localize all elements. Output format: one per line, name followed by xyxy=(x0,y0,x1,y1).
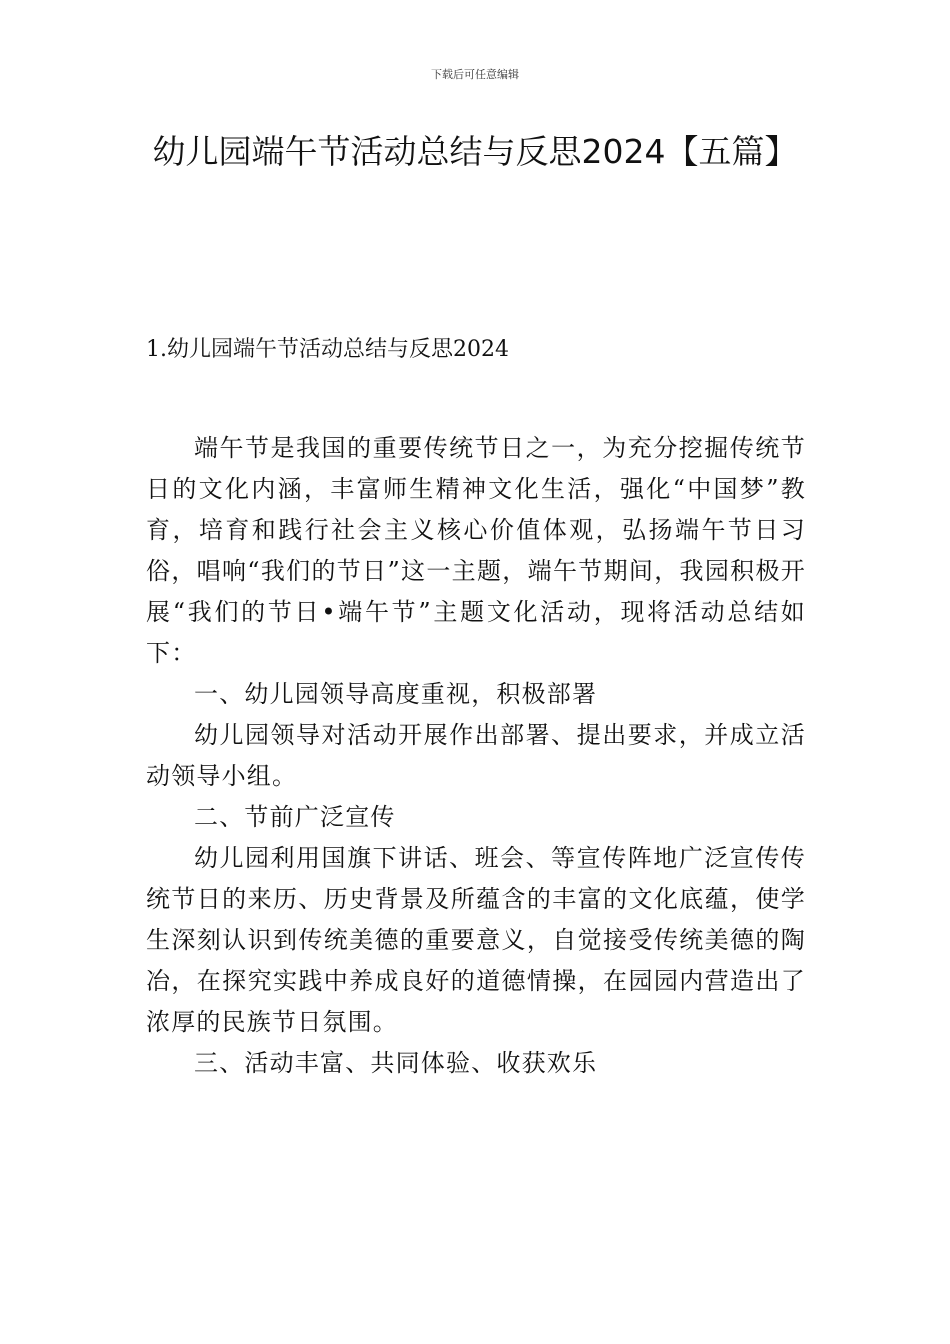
document-body xyxy=(146,428,806,1084)
paragraph-publicity: 幼儿园利用国旗下讲话、班会、等宣传阵地广泛宣传传统节日的来历、历史背景及所蕴含的丰富的文化底蕴，使学生深刻认识到传统美德的重要意义，自觉接受传统美德的陶冶，在探究实践中养成良好的道德情操，在园园内营造出了浓厚的民族节日氛围。 xyxy=(146,844,806,1036)
paragraph-heading-3: 三、活动丰富、共同体验、收获欢乐 xyxy=(194,1049,598,1077)
paragraph-leadership: 幼儿园领导对活动开展作出部署、提出要求，并成立活动领导小组。 xyxy=(146,721,806,790)
document-title: 幼儿园端午节活动总结与反思2024【五篇】 xyxy=(152,132,798,171)
paragraph-heading-1: 一、幼儿园领导高度重视，积极部署 xyxy=(194,680,598,708)
paragraph-heading-2: 二、节前广泛宣传 xyxy=(194,803,396,831)
header-note: 下载后可任意编辑 xyxy=(431,68,519,81)
paragraph-intro: 端午节是我国的重要传统节日之一，为充分挖掘传统节日的文化内涵，丰富师生精神文化生活，强化“中国梦”教育，培育和践行社会主义核心价值体观，弘扬端午节日习俗，唱响“我们的节日”这一主题，端午节期间，我园积极开展“我们的节日•端午节”主题文化活动，现将活动总结如下： xyxy=(146,434,806,667)
section-title: 1.幼儿园端午节活动总结与反思2024 xyxy=(146,337,509,362)
